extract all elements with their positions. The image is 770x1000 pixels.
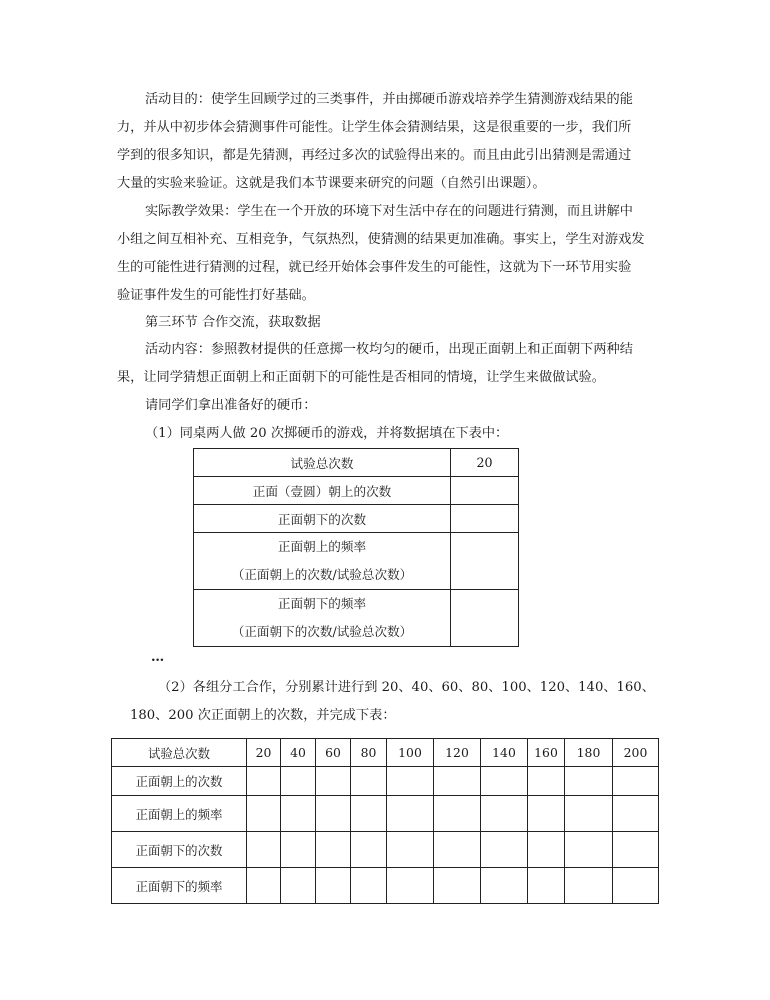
step2-instruction: 180、200 次正面朝上的次数，并完成下表：	[130, 708, 396, 723]
twenty-toss-table	[193, 448, 519, 647]
column-header: 140	[481, 739, 528, 767]
empty-cell[interactable]	[481, 767, 528, 796]
column-header: 180	[565, 739, 613, 767]
content-line: 活动内容：参照教材提供的任意掷一枚均匀的硬币，出现正面朝上和正面朝下两种结	[145, 342, 633, 357]
table-row	[112, 796, 659, 832]
empty-cell[interactable]	[434, 868, 481, 904]
empty-cell[interactable]	[316, 796, 351, 832]
empty-cell[interactable]	[528, 796, 565, 832]
table-row	[112, 832, 659, 868]
empty-cell[interactable]	[281, 767, 316, 796]
empty-cell[interactable]	[316, 868, 351, 904]
empty-cell[interactable]	[281, 868, 316, 904]
empty-cell[interactable]	[434, 796, 481, 832]
empty-cell[interactable]	[387, 832, 434, 868]
ellipsis: …	[151, 650, 165, 665]
effect-line: 小组之间互相补充、互相竞争，气氛热烈，使猜测的结果更加准确。事实上，学生对游戏发	[117, 232, 645, 247]
effect-line: 实际教学效果：学生在一个开放的环境下对生活中存在的问题进行猜测，而且讲解中	[145, 204, 633, 219]
row-label: 正面朝下的次数	[194, 505, 451, 533]
empty-cell[interactable]	[613, 832, 659, 868]
empty-cell[interactable]	[281, 832, 316, 868]
row-label	[194, 590, 451, 647]
prompt-text: 请同学们拿出准备好的硬币：	[145, 398, 317, 413]
empty-cell[interactable]	[247, 868, 281, 904]
empty-cell[interactable]	[387, 767, 434, 796]
empty-cell[interactable]	[565, 767, 613, 796]
empty-cell[interactable]	[451, 533, 519, 590]
column-header: 40	[281, 739, 316, 767]
table-header-row	[112, 739, 659, 767]
empty-cell[interactable]	[351, 868, 387, 904]
empty-cell[interactable]	[387, 796, 434, 832]
empty-cell[interactable]	[434, 767, 481, 796]
activity-content-paragraph	[117, 336, 657, 392]
row-label: 正面朝上的频率	[112, 796, 247, 832]
column-header: 120	[434, 739, 481, 767]
table-row	[112, 767, 659, 796]
empty-cell[interactable]	[481, 868, 528, 904]
teaching-effect-paragraph	[117, 198, 657, 310]
goal-line: 学到的很多知识，都是先猜测，再经过多次的试验得出来的。而且由此引出猜测是需通过	[117, 148, 632, 163]
empty-cell[interactable]	[528, 868, 565, 904]
empty-cell[interactable]	[565, 868, 613, 904]
empty-cell[interactable]	[481, 796, 528, 832]
goal-line: 活动目的：使学生回顾学过的三类事件，并由掷硬币游戏培养学生猜测游戏结果的能	[145, 92, 633, 107]
row-label: 正面朝下的次数	[112, 832, 247, 868]
row-label-formula: （正面朝上的次数/试验总次数）	[231, 567, 413, 582]
effect-line: 生的可能性进行猜测的过程，就已经开始体会事件发生的可能性，这就为下一环节用实验	[117, 260, 632, 275]
cell-value: 20	[451, 449, 519, 477]
row-label-main: 正面朝下的频率	[277, 596, 367, 611]
empty-cell[interactable]	[387, 868, 434, 904]
table-row	[194, 505, 519, 533]
empty-cell[interactable]	[316, 832, 351, 868]
row-label: 试验总次数	[194, 449, 451, 477]
table-row	[194, 533, 519, 590]
empty-cell[interactable]	[481, 832, 528, 868]
header-label: 试验总次数	[112, 739, 247, 767]
column-header: 200	[613, 739, 659, 767]
empty-cell[interactable]	[434, 832, 481, 868]
empty-cell[interactable]	[247, 832, 281, 868]
empty-cell[interactable]	[281, 796, 316, 832]
step1-instruction: （1）同桌两人做 20 次掷硬币的游戏，并将数据填在下表中：	[145, 426, 509, 441]
goal-line: 大量的实验来验证。这就是我们本节课要来研究的问题（自然引出课题）。	[117, 176, 546, 191]
section-heading: 第三环节 合作交流，获取数据	[145, 315, 321, 330]
empty-cell[interactable]	[247, 767, 281, 796]
empty-cell[interactable]	[565, 832, 613, 868]
empty-cell[interactable]	[528, 767, 565, 796]
empty-cell[interactable]	[613, 868, 659, 904]
row-label: 正面朝下的频率	[112, 868, 247, 904]
empty-cell[interactable]	[351, 832, 387, 868]
empty-cell[interactable]	[451, 505, 519, 533]
activity-goal-paragraph	[117, 86, 657, 198]
table-row	[194, 590, 519, 647]
row-label: 正面（壹圆）朝上的次数	[194, 477, 451, 505]
empty-cell[interactable]	[247, 796, 281, 832]
column-header: 60	[316, 739, 351, 767]
column-header: 160	[528, 739, 565, 767]
empty-cell[interactable]	[528, 832, 565, 868]
table-row	[112, 868, 659, 904]
empty-cell[interactable]	[351, 796, 387, 832]
empty-cell[interactable]	[316, 767, 351, 796]
row-label-formula: （正面朝下的次数/试验总次数）	[231, 624, 413, 639]
row-label	[194, 533, 451, 590]
column-header: 80	[351, 739, 387, 767]
empty-cell[interactable]	[613, 767, 659, 796]
empty-cell[interactable]	[565, 796, 613, 832]
column-header: 20	[247, 739, 281, 767]
empty-cell[interactable]	[351, 767, 387, 796]
row-label-main: 正面朝上的频率	[277, 539, 367, 554]
effect-line: 验证事件发生的可能性打好基础。	[117, 288, 315, 303]
row-label: 正面朝上的次数	[112, 767, 247, 796]
column-header: 100	[387, 739, 434, 767]
table-row	[194, 477, 519, 505]
cumulative-toss-table	[111, 738, 659, 904]
table-row	[194, 449, 519, 477]
goal-line: 力，并从中初步体会猜测事件可能性。让学生体会猜测结果，这是很重要的一步，我们所	[117, 120, 632, 135]
step2-instruction: （2）各组分工合作，分别累计进行到 20、40、60、80、100、120、140、160、	[158, 680, 655, 695]
content-line: 果，让同学猜想正面朝上和正面朝下的可能性是否相同的情境，让学生来做做试验。	[117, 370, 605, 385]
empty-cell[interactable]	[451, 477, 519, 505]
empty-cell[interactable]	[451, 590, 519, 647]
empty-cell[interactable]	[613, 796, 659, 832]
